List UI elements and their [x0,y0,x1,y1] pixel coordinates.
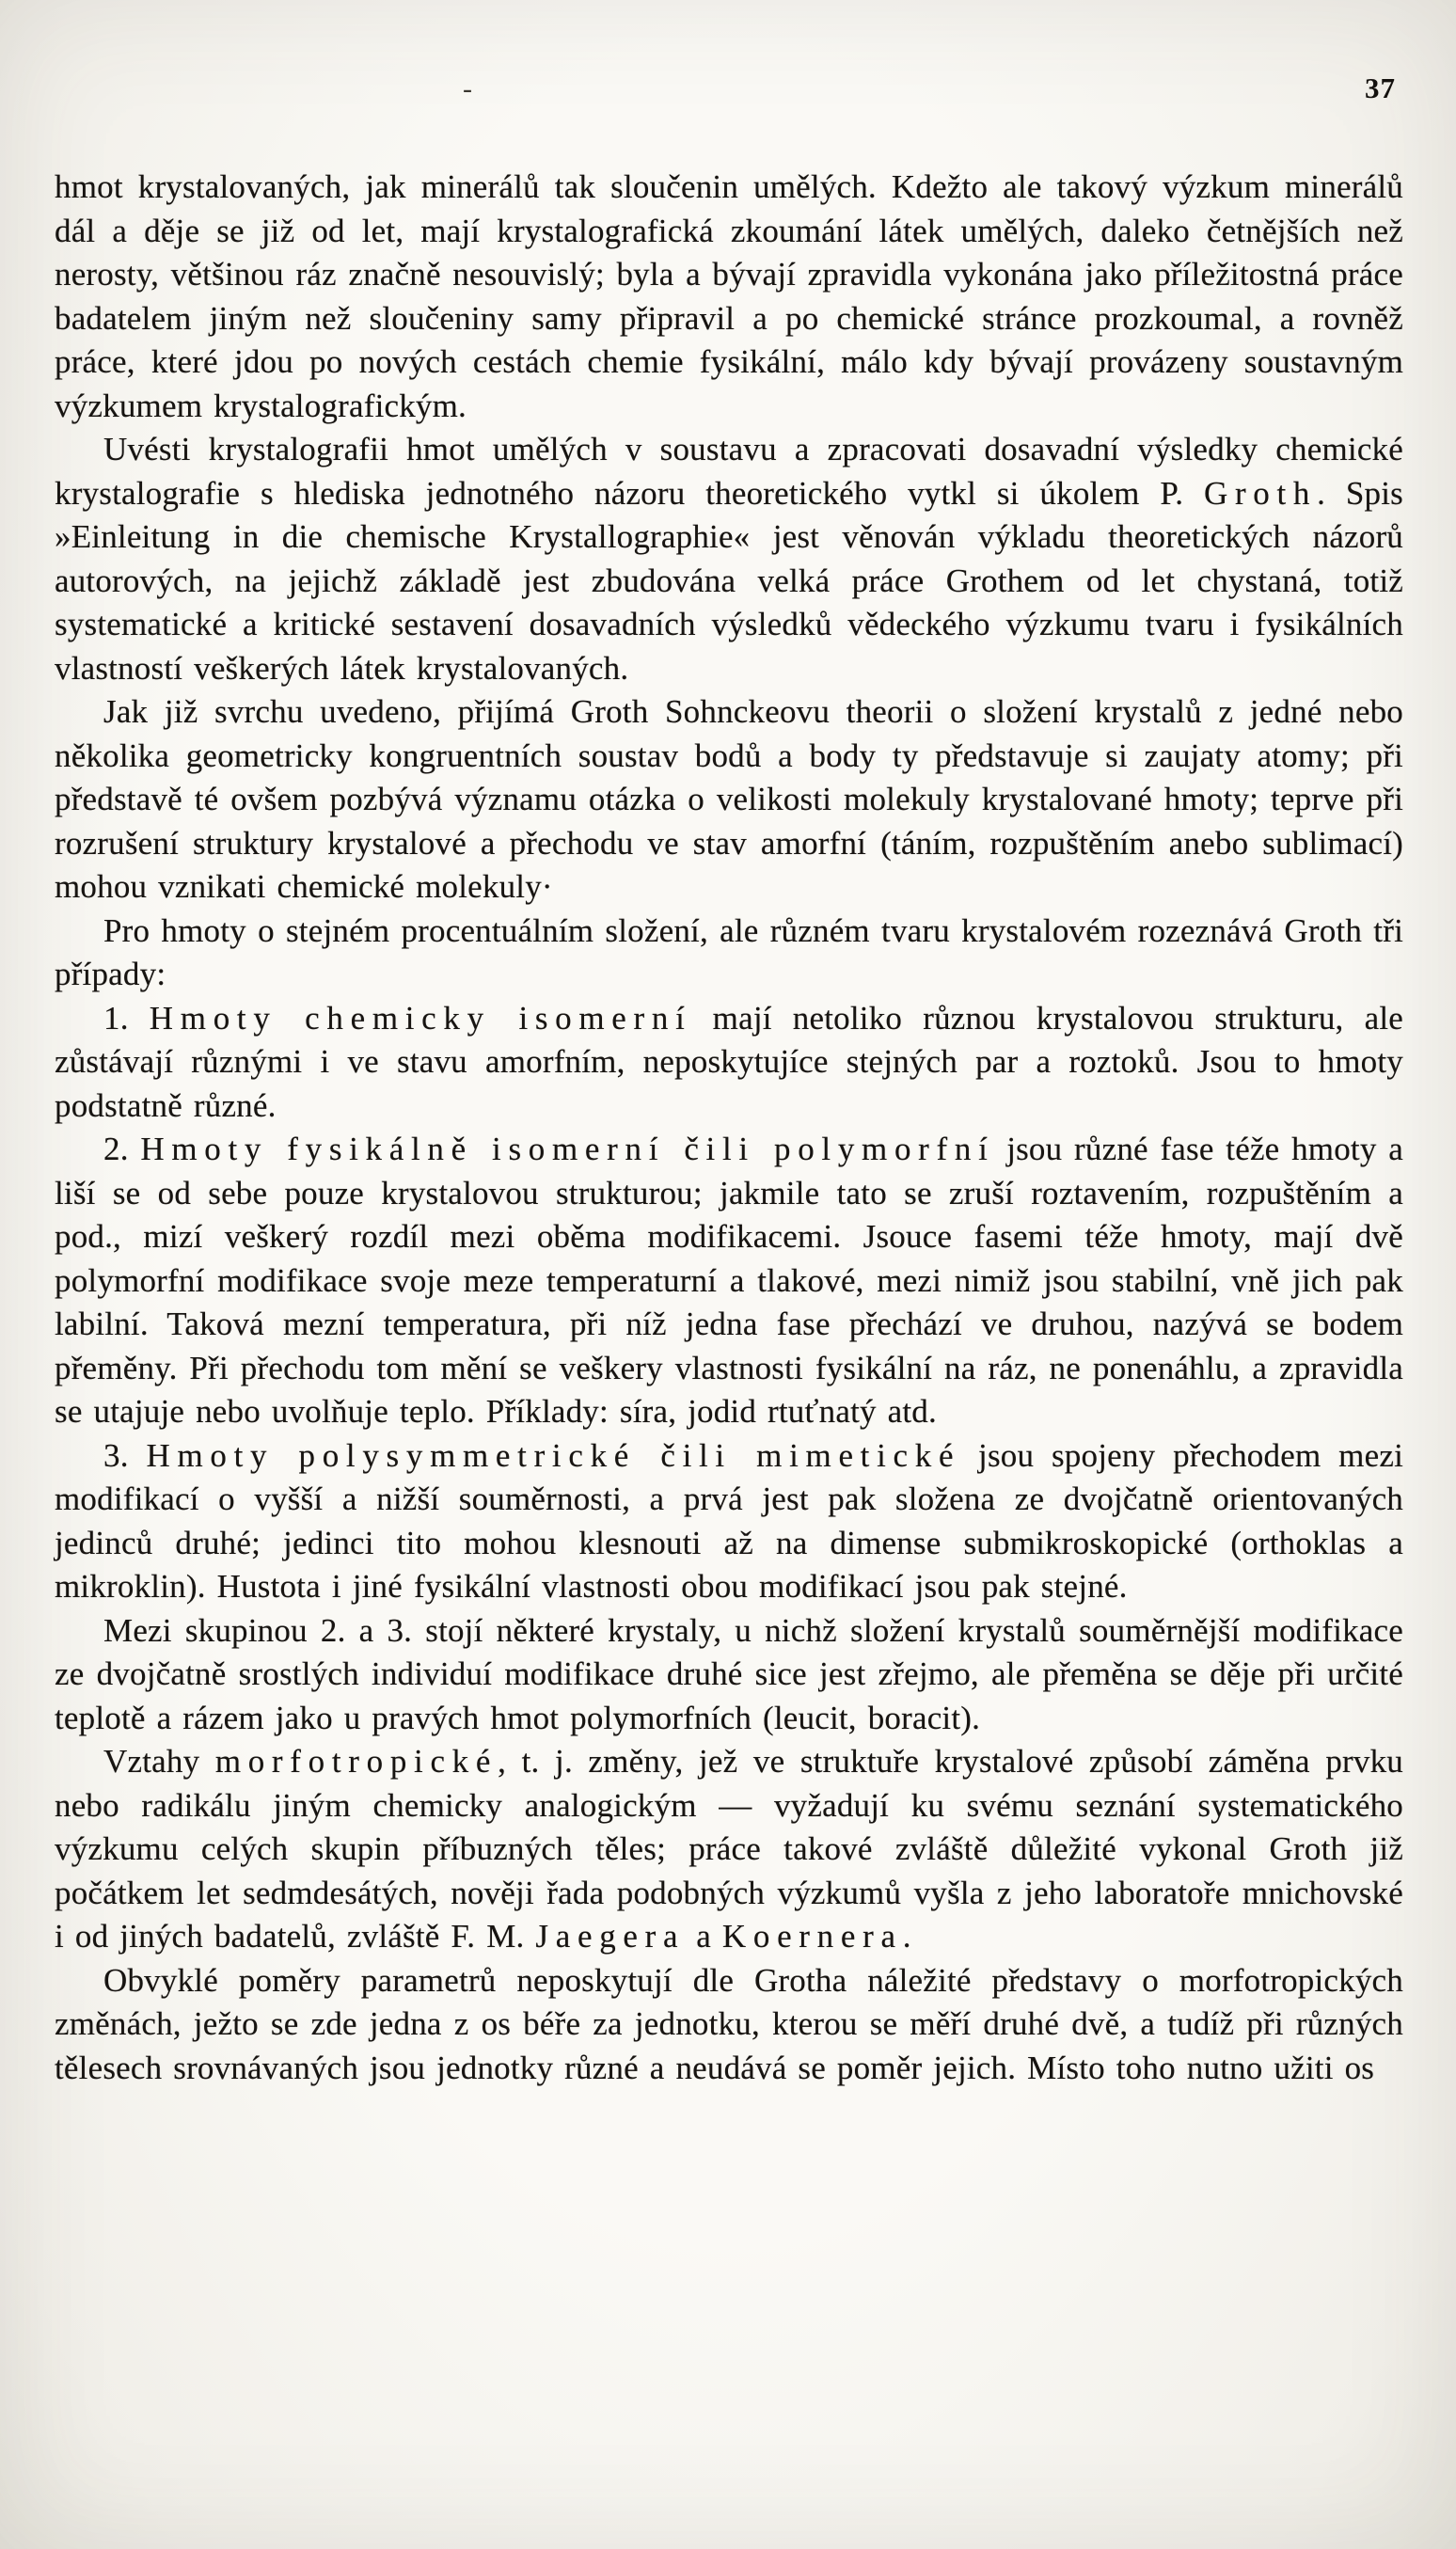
emphasized-text-segment: Jaegera [535,1918,686,1955]
text-segment: , t. j. změny, jež ve struktuře krystalové způsobí záměna prvku nebo radikálu jiným chemicky analogickým — vyžadují ku svému seznání systematického výzkumu celých skupin příbuzných těles; práce takové zvláště důležité vykonal Groth již počátkem let sedmdesátých, nověji řada podobných výzkumů vyšla z jeho laboratoře mnichovské i od jiných badatelů, zvláště F. M. [55,1743,1403,1955]
paragraph-8 [55,1609,1403,1741]
paragraph-4 [55,910,1403,997]
paragraph-2 [55,428,1403,690]
emphasized-text-segment: Koernera [721,1918,903,1955]
paragraph-10 [55,1959,1403,2091]
emphasized-text-segment: Groth [1203,474,1318,512]
text-segment: Mezi skupinou 2. a 3. stojí některé krystaly, u nichž složení krystalů souměrnější modifikace ze dvojčatně srostlých individuí modifikace druhé sice jest zřejmo, ale přeměna se děje při určité teplotě a rázem jako u pravých hmot polymorfních (leucit, boracit). [55,1611,1403,1736]
emphasized-text-segment: Hmoty chemicky isomerní [149,999,692,1037]
paragraph-7 [55,1434,1403,1609]
text-segment: jsou spojeny přechodem mezi modifikací o vyšší a nižší souměrnosti, a prvá jest pak složena ze dvojčatně orientovaných jedinců druhé; jedinci tito mohou klesnouti až na dimense submikroskopické (orthoklas a mikroklin). Hustota i jiné fysikální vlastnosti obou modifikací jsou pak stejné. [55,1436,1404,1605]
paragraph-1 [55,166,1403,428]
text-segment: 3. [103,1436,147,1474]
text-segment: Uvésti krystalografii hmot umělých v soustavu a zpracovati dosavadní výsledky chemické krystalografie s hlediska jednotného názoru theoretického vytkl si úkolem P. [55,431,1403,512]
text-segment: Pro hmoty o stejném procentuálním složení, ale různém tvaru krystalovém rozeznává Groth tři případy: [55,911,1403,992]
emphasized-text-segment: Hmoty fysikálně isomerní čili polymorfní [140,1131,995,1167]
text-segment: Jak již svrchu uvedeno, přijímá Groth Sohnckeovu theorii o složení krystalů z jedné nebo několika geometricky kongruentních soustav bodů a body ty představuje si zaujaty atomy; při představě té ovšem pozbývá významu otázka o velikosti molekuly krystalované hmoty; teprve při rozrušení struktury krystalové a přechodu ve stav amorfní (táním, rozpuštěním anebo sublimací) mohou vznikati chemické molekuly· [55,693,1403,905]
emphasized-text-segment: morfotropické [214,1743,499,1780]
paragraph-5 [55,997,1403,1129]
text-segment: . Spis »Einleitung in die chemische Krystallographie« jest věnován výkladu theoretických názorů autorových, na jejichž základě jest zbudována velká práce Grothem od let chystaná, totiž systematické a kritické sestavení dosavadních výsledků vědeckého výzkumu tvaru i fysikálních vlastností veškerých látek krystalovaných. [55,474,1403,687]
paragraph-6 [55,1128,1403,1434]
text-segment: hmot krystalovaných, jak minerálů tak sloučenin umělých. Kdežto ale takový výzkum minerálů dál a děje se již od let, mají krystalografická zkoumání látek umělých, daleko četnějších než nerosty, většinou ráz značně nesouvislý; byla a bývají zpravidla vykonána jako příležitostná práce badatelem jiným než sloučeniny samy připravil a po chemické stránce prozkoumal, a rovněž práce, které jdou po nových cestách chemie fysikální, málo kdy bývají provázeny soustavným výzkumem krystalografickým. [55,168,1403,424]
text-segment: a [685,1918,722,1955]
page-number: 37 [1365,71,1396,104]
page-text [55,166,1403,2090]
text-segment: . [902,1918,911,1955]
emphasized-text-segment: Hmoty polysymmetrické čili mimetické [146,1436,961,1474]
printers-mark: - [463,73,472,104]
text-segment: Vztahy [103,1743,215,1780]
paragraph-3 [55,690,1403,910]
text-segment: 2. [103,1131,141,1167]
paragraph-9 [55,1740,1403,1959]
text-segment: Obvyklé poměry parametrů neposkytují dle Grotha náležité představy o morfotropických změnách, ježto se zde jedna z os béře za jednotku, kterou se měří druhé dvě, a tudíž při různých tělesech srovnávaných jsou jednotky různé a neudává se poměr jejich. Místo toho nutno užiti os [55,1961,1403,2086]
text-segment: mají netoliko různou krystalovou strukturu, ale zůstávají různými i ve stavu amorfním, neposkytujíce stejných par a roztoků. Jsou to hmoty podstatně různé. [55,999,1404,1124]
text-segment: jsou různé fase téže hmoty a liší se od sebe pouze krystalovou strukturou; jakmile tato se zruší roztavením, rozpuštěním a pod., mizí veškerý rozdíl mezi oběma modifikacemi. Jsouce fasemi téže hmoty, mají dvě polymorfní modifikace svoje meze temperaturní a tlakové, mezi nimiž jsou stabilní, vně jich pak labilní. Taková mezní temperatura, při níž jedna fase přechází ve druhou, nazývá se bodem přeměny. Při přechodu tom mění se veškery vlastnosti fysikální na ráz, ne ponenáhlu, a zpravidla se utajuje nebo uvolňuje teplo. Příklady: síra, jodid rtuťnatý atd. [55,1131,1403,1430]
text-segment: 1. [103,999,150,1037]
